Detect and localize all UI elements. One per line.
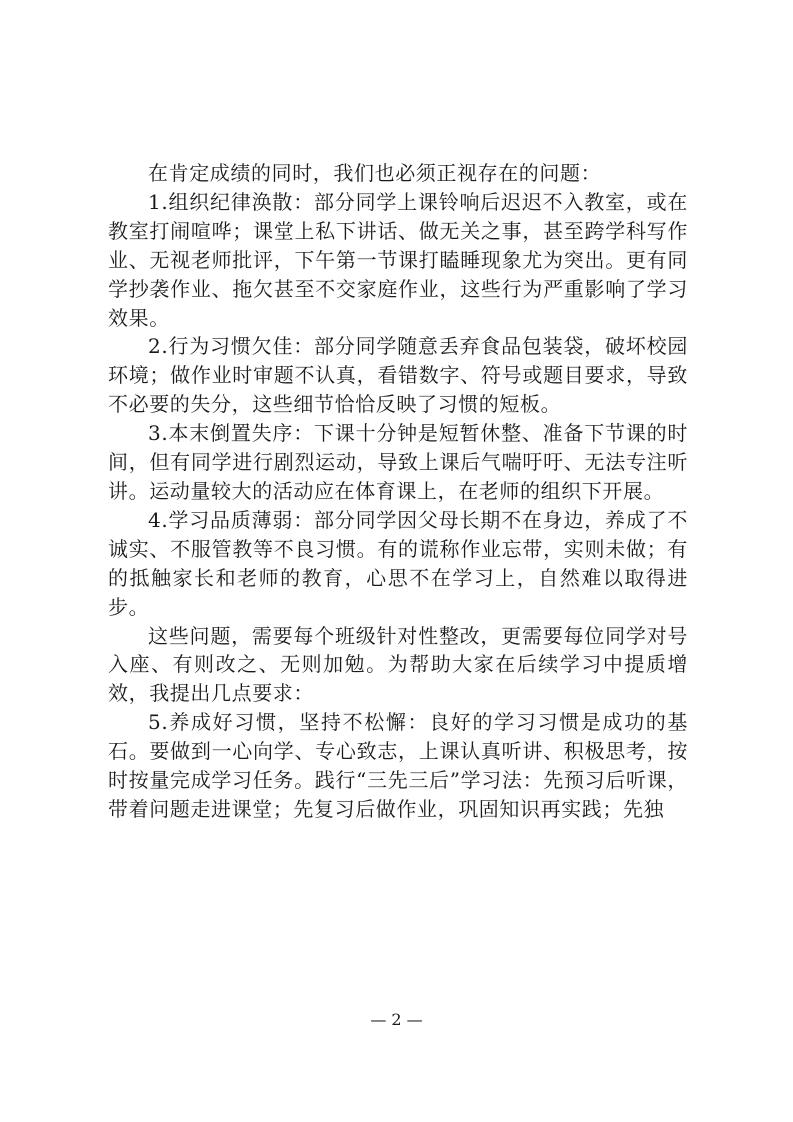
page-number: — 2 — bbox=[370, 1010, 423, 1029]
paragraph-intro: 在肯定成绩的同时，我们也必须正视存在的问题： bbox=[148, 161, 602, 185]
paragraph-item-3: 3.本末倒置失序：下课十分钟是短暂休整、准备下节课的时间，但有同学进行剧烈运动，导致上课后气喘吁吁、无法专注听讲。运动量较大的活动应在体育课上，在老师的组织下开展。 bbox=[108, 421, 688, 503]
paragraph-item-1: 1.组织纪律涣散：部分同学上课铃响后迟迟不入教室，或在教室打闹喧哗；课堂上私下讲话、做无关之事，甚至跨学科写作业、无视老师批评，下午第一节课打瞌睡现象尤为突出。更有同学抄袭作业、拖欠甚至不交家庭作业，这些行为严重影响了学习效果。 bbox=[108, 189, 688, 330]
document-body bbox=[108, 159, 688, 824]
paragraph-transition: 这些问题，需要每个班级针对性整改，更需要每位同学对号入座、有则改之、无则加勉。为帮助大家在后续学习中提质增效，我提出几点要求： bbox=[108, 623, 688, 706]
paragraph-item-4: 4.学习品质薄弱：部分同学因父母长期不在身边，养成了不诚实、不服管教等不良习惯。有的谎称作业忘带，实则未做；有的抵触家长和老师的教育，心思不在学习上，自然难以取得进步。 bbox=[108, 507, 688, 619]
paragraph-item-2: 2.行为习惯欠佳：部分同学随意丢弃食品包装袋，破坏校园环境；做作业时审题不认真，看错数字、符号或题目要求，导致不必要的失分，这些细节恰恰反映了习惯的短板。 bbox=[108, 334, 688, 417]
paragraph-item-5: 5.养成好习惯，坚持不松懈：良好的学习习惯是成功的基石。要做到一心向学、专心致志，上课认真听讲、积极思考，按时按量完成学习任务。践行“三先三后”学习法：先预习后听课，带着问题走进课堂；先复习后做作业，巩固知识再实践；先独 bbox=[108, 710, 688, 821]
